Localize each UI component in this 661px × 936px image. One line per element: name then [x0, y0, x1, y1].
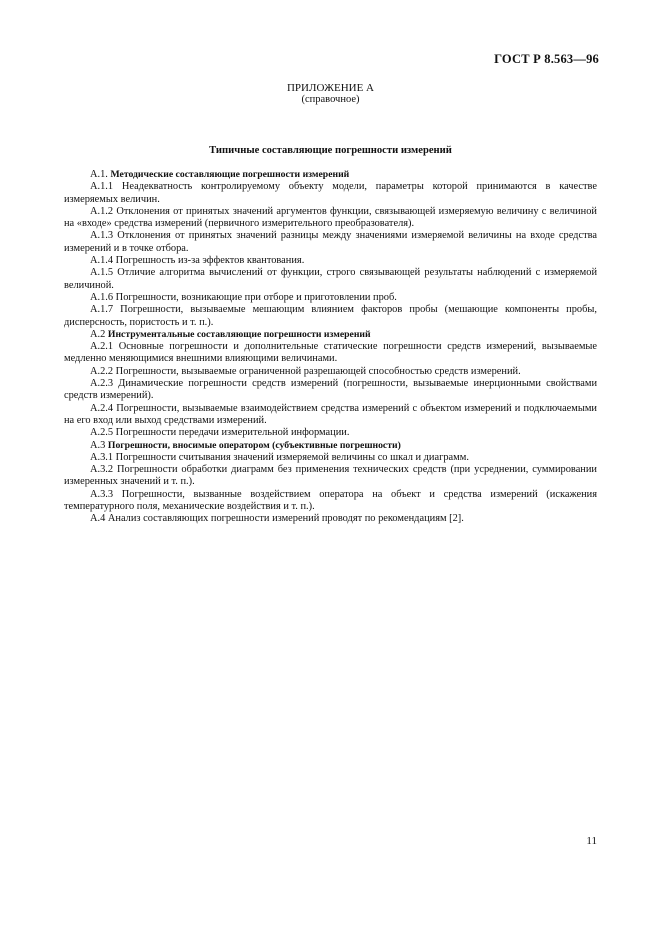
- body-text: [64, 169, 597, 526]
- annex-heading: [0, 82, 661, 106]
- section-heading: [64, 169, 597, 181]
- page-number: 11: [586, 835, 597, 847]
- paragraph: А.1.2 Отклонения от принятых значений аргументов функции, связывающей измеряемую величину с величиной на «входе» средства измерений (первичного измерительного преобразователя).: [64, 205, 597, 230]
- section-label: А.2: [90, 328, 108, 340]
- section-label: А.1.: [90, 169, 111, 180]
- section-heading: [64, 329, 597, 341]
- annex-title: ПРИЛОЖЕНИЕ А: [286, 82, 374, 94]
- paragraph: А.2.4 Погрешности, вызываемые взаимодействием средства измерений с объектом измерений и подключаемыми на его вход или выход средствами измерений.: [64, 402, 597, 426]
- paragraph: А.3.3 Погрешности, вызванные воздействием оператора на объект и средства измерений (искажения температурного поля, механические воздействия и т. п.).: [64, 488, 597, 513]
- paragraph: А.3.2 Погрешности обработки диаграмм без применения технических средств (при усреднении, суммировании измеренных значений и т. п.).: [64, 464, 597, 488]
- document-title: Типичные составляющие погрешности измерений: [209, 145, 452, 156]
- paragraph: А.2.3 Динамические погрешности средств измерений (погрешности, вызываемые инерционными свойствами средств измерений).: [64, 378, 597, 402]
- paragraph: А.2.1 Основные погрешности и дополнительные статические погрешности средств измерений, вызываемые медленно меняющимися внешними влияющими величинами.: [64, 341, 597, 365]
- paragraph: А.1.7 Погрешности, вызываемые мешающим влиянием факторов пробы (мешающие компоненты пробы, дисперсность, пористость и т. п.).: [64, 304, 597, 328]
- paragraph: А.1.6 Погрешности, возникающие при отборе и приготовлении проб.: [90, 291, 397, 303]
- paragraph: А.1.4 Погрешность из-за эффектов квантования.: [90, 255, 305, 267]
- paragraph: А.1.5 Отличие алгоритма вычислений от функции, строго связывающей результаты наблюдений с измеряемой величиной.: [64, 267, 597, 291]
- standard-code: ГОСТ Р 8.563—96: [494, 52, 599, 66]
- section-label: А.3: [90, 439, 108, 451]
- section-title: Методические составляющие погрешности измерений: [110, 169, 350, 180]
- paragraph: А.3.1 Погрешности считывания значений измеряемой величины со шкал и диаграмм.: [90, 451, 469, 463]
- paragraph: А.4 Анализ составляющих погрешности измерений проводят по рекомендациям [2].: [90, 513, 464, 525]
- section-title: Погрешности, вносимые оператором (субъективные погрешности): [107, 439, 401, 451]
- paragraph: А.1.3 Отклонения от принятых значений разницы между значениями измеряемой величины на входе средства измерений и в точке отбора.: [64, 230, 597, 254]
- paragraph: А.2.5 Погрешности передачи измерительной информации.: [90, 427, 350, 439]
- paragraph: А.2.2 Погрешности, вызываемые ограниченной разрешающей способностью средств измерений.: [90, 365, 521, 377]
- section-heading: [64, 440, 597, 452]
- paragraph: А.1.1 Неадекватность контролируемому объекту модели, параметры которой принимаются в качестве измеряемых величин.: [64, 181, 597, 205]
- annex-subtitle: (справочное): [301, 94, 360, 105]
- section-title: Инструментальные составляющие погрешности измерений: [107, 328, 371, 340]
